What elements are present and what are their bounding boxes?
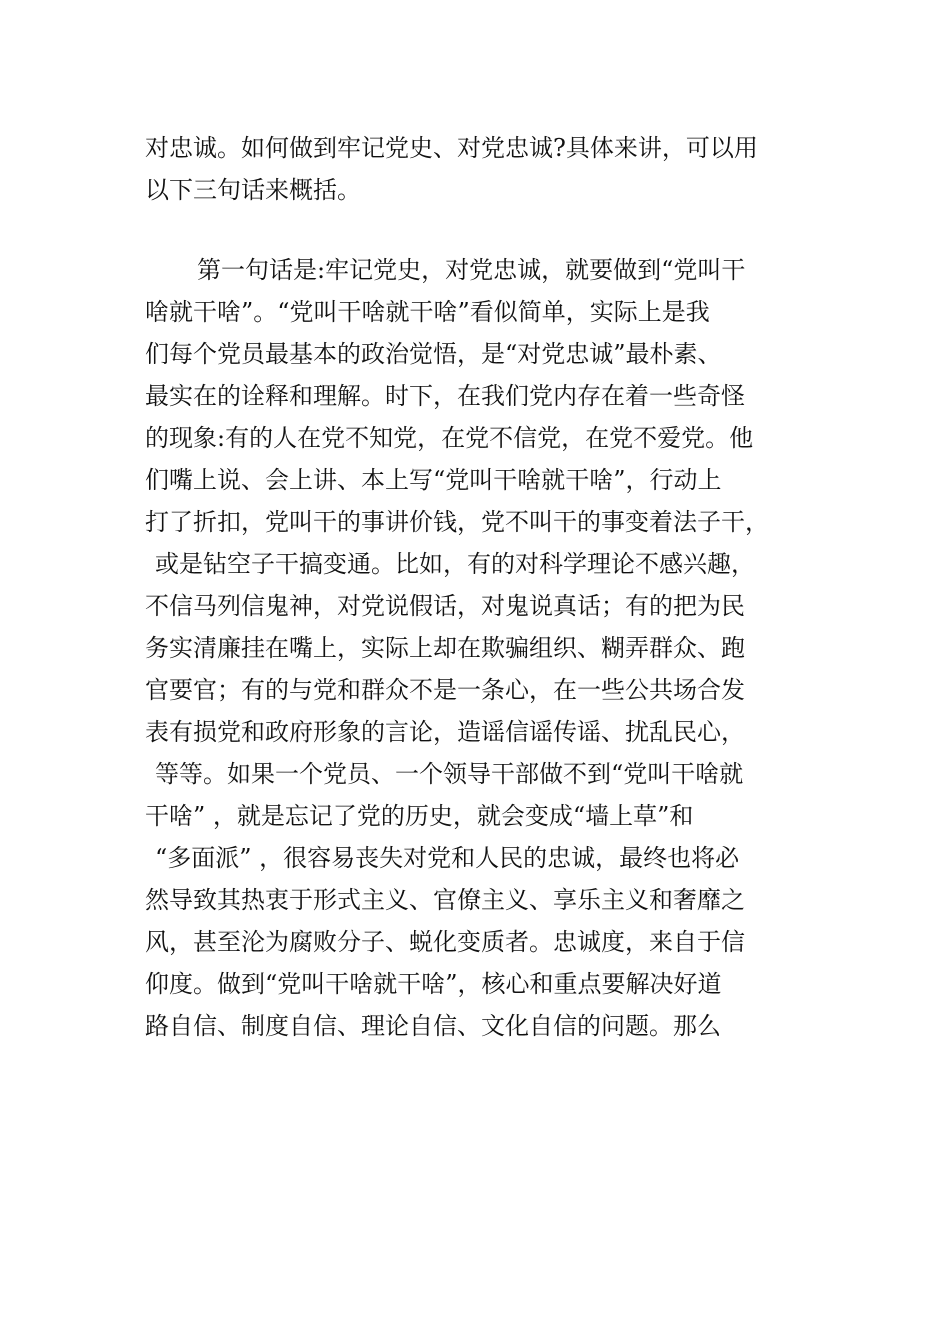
text-line: 不信马列信鬼神，对党说假话，对鬼说真话；有的把为民: [145, 592, 745, 620]
text-line: 对忠诚。如何做到牢记党史、对党忠诚?具体来讲，可以用: [145, 134, 758, 162]
text-line: 路自信、制度自信、理论自信、文化自信的问题。那么: [145, 1012, 721, 1040]
text-line: 或是钻空子干搞变通。比如，有的对科学理论不感兴趣，: [155, 550, 755, 578]
text-line: 的现象:有的人在党不知党，在党不信党，在党不爱党。他: [145, 424, 754, 452]
paragraph-continuation: [145, 127, 805, 211]
text-line: 以下三句话来概括。: [145, 176, 361, 204]
text-line: “多面派” ，很容易丧失对党和人民的忠诚，最终也将必: [155, 844, 740, 872]
text-line: 务实清廉挂在嘴上，实际上却在欺骗组织、糊弄群众、跑: [145, 634, 745, 662]
text-line: 然导致其热衷于形式主义、官僚主义、享乐主义和奢靡之: [145, 886, 745, 914]
text-line: 表有损党和政府形象的言论，造谣信谣传谣、扰乱民心，: [145, 718, 745, 746]
text-line: 第一句话是:牢记党史，对党忠诚，就要做到“党叫干: [197, 256, 746, 284]
text-line: 等等。如果一个党员、一个领导干部做不到“党叫干啥就: [155, 760, 744, 788]
text-line: 风，甚至沦为腐败分子、蜕化变质者。忠诚度，来自于信: [145, 928, 745, 956]
text-line: 打了折扣，党叫干的事讲价钱，党不叫干的事变着法子干，: [145, 508, 769, 536]
text-line: 仰度。做到“党叫干啥就干啥”，核心和重点要解决好道: [145, 970, 722, 998]
text-line: 最实在的诠释和理解。时下，在我们党内存在着一些奇怪: [145, 382, 745, 410]
text-line: 干啥” ，就是忘记了党的历史，就会变成“墙上草”和: [145, 802, 694, 830]
text-line: 们嘴上说、会上讲、本上写“党叫干啥就干啥”，行动上: [145, 466, 722, 494]
text-line: 官要官；有的与党和群众不是一条心，在一些公共场合发: [145, 676, 745, 704]
text-line: 们每个党员最基本的政治觉悟，是“对党忠诚”最朴素、: [145, 340, 722, 368]
paragraph-first-sentence: [145, 249, 805, 1047]
text-line: 啥就干啥”。“党叫干啥就干啥”看似简单，实际上是我: [145, 298, 710, 326]
